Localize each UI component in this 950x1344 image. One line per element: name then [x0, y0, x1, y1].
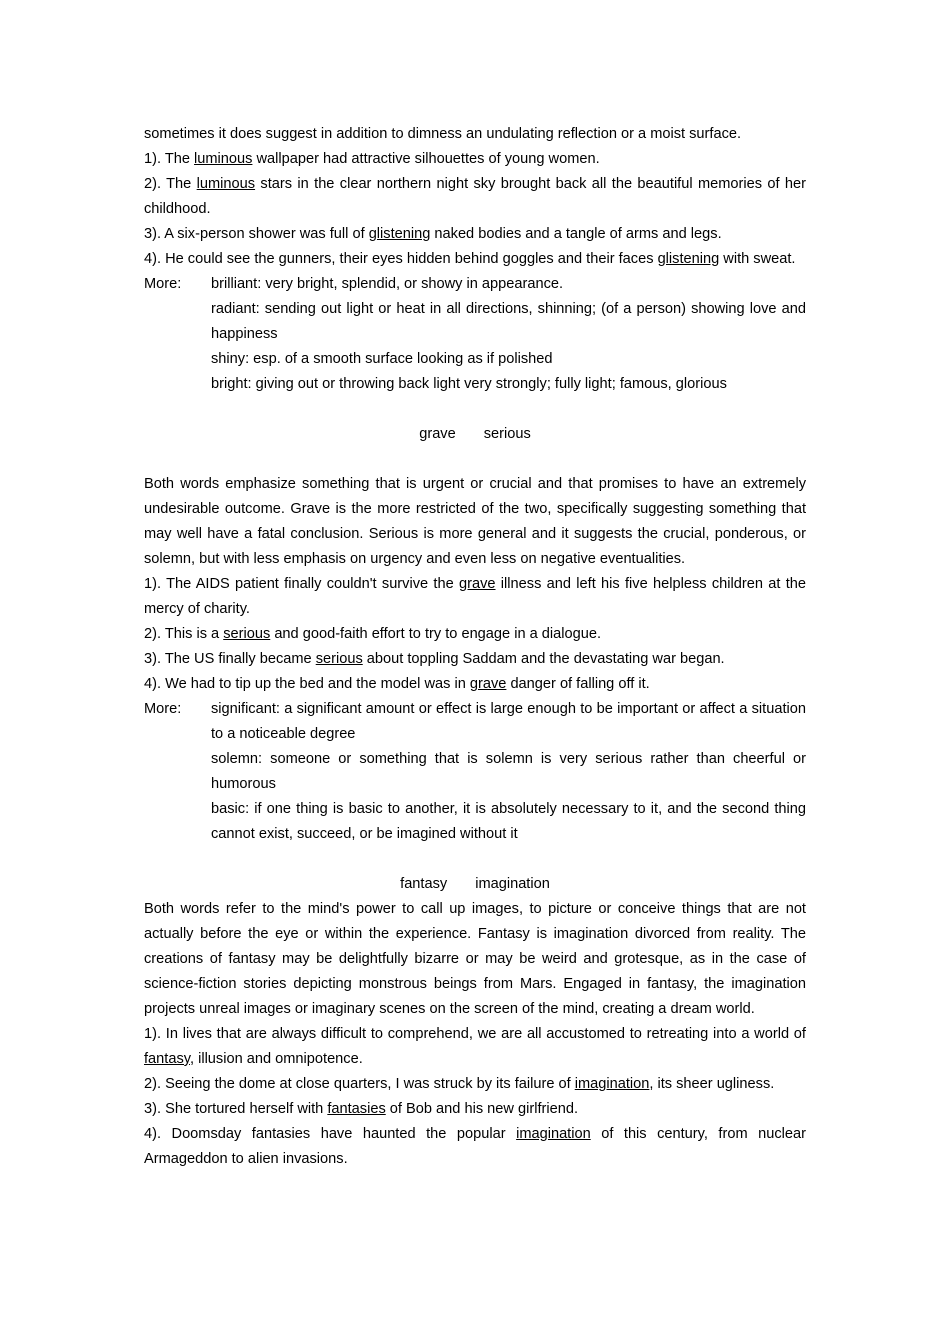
example-3: 3). The US finally became serious about toppling Saddam and the devastating war began. [144, 651, 725, 667]
more-block [144, 697, 806, 847]
underlined-term: grave [459, 576, 496, 592]
underlined-term: serious [223, 626, 271, 642]
example-3: 3). A six-person shower was full of glistening naked bodies and a tangle of arms and legs. [144, 226, 722, 242]
underlined-term: imagination [574, 1076, 650, 1092]
underlined-term: fantasies [327, 1101, 386, 1117]
document-page [144, 122, 806, 1172]
example-2: 2). Seeing the dome at close quarters, I was struck by its failure of imagination, its sheer ugliness. [144, 1076, 775, 1092]
underlined-term: luminous [196, 176, 256, 192]
underlined-term: glistening [368, 226, 431, 242]
example-1: 1). The luminous wallpaper had attractive silhouettes of young women. [144, 151, 600, 167]
section-intro: Both words emphasize something that is urgent or crucial and that promises to have an extremely undesirable outcome. Grave is the more restricted of the two, specifically suggesting something that may well have a fatal conclusion. Serious is more general and it suggests the crucial, ponderous, or solemn, but with less emphasis on urgency and even less on negative eventualities. [144, 476, 806, 567]
more-item: shiny: esp. of a smooth surface looking as if polished [211, 351, 553, 367]
example-4: 4). Doomsday fantasies have haunted the popular imagination of this century, from nuclear Armageddon to alien invasions. [144, 1126, 806, 1167]
section-title: grave serious [419, 426, 531, 442]
underlined-term: imagination [516, 1126, 591, 1142]
intro-tail: sometimes it does suggest in addition to dimness an undulating reflection or a moist surface. [144, 126, 742, 142]
example-4: 4). He could see the gunners, their eyes hidden behind goggles and their faces glistening with sweat. [144, 251, 796, 267]
more-label: More: [144, 701, 182, 717]
example-2: 2). This is a serious and good-faith effort to try to engage in a dialogue. [144, 626, 602, 642]
more-item: brilliant: very bright, splendid, or showy in appearance. [211, 276, 564, 292]
example-1: 1). In lives that are always difficult to comprehend, we are all accustomed to retreating into a world of fantasy, illusion and omnipotence. [144, 1026, 806, 1067]
underlined-term: serious [315, 651, 363, 667]
more-item: radiant: sending out light or heat in all directions, shinning; (of a person) showing love and happiness [211, 301, 806, 342]
underlined-term: glistening [657, 251, 720, 267]
underlined-term: fantasy [144, 1051, 190, 1067]
more-label: More: [144, 276, 182, 292]
more-block [144, 272, 806, 397]
underlined-term: grave [469, 676, 507, 692]
example-1: 1). The AIDS patient finally couldn't survive the grave illness and left his five helpless children at the mercy of charity. [144, 576, 806, 617]
example-4: 4). We had to tip up the bed and the model was in grave danger of falling off it. [144, 676, 650, 692]
more-item: significant: a significant amount or effect is large enough to be important or affect a situation to a noticeable degree [211, 701, 806, 742]
example-3: 3). She tortured herself with fantasies of Bob and his new girlfriend. [144, 1101, 579, 1117]
more-item: basic: if one thing is basic to another, it is absolutely necessary to it, and the second thing cannot exist, succeed, or be imagined without it [211, 801, 806, 842]
underlined-term: luminous [194, 151, 253, 167]
section-title: fantasy imagination [400, 876, 550, 892]
section-intro: Both words refer to the mind's power to call up images, to picture or conceive things that are not actually before the eye or within the experience. Fantasy is imagination divorced from reality. The creations of fantasy may be delightfully bizarre or may be weird and grotesque, as in the case of science-fiction stories depicting monstrous beings from Mars. Engaged in fantasy, the imagination projects unreal images or imaginary scenes on the screen of the mind, creating a dream world. [144, 901, 806, 1017]
example-2: 2). The luminous stars in the clear northern night sky brought back all the beautiful memories of her childhood. [144, 176, 807, 217]
more-item: bright: giving out or throwing back light very strongly; fully light; famous, glorious [211, 376, 727, 392]
more-item: solemn: someone or something that is solemn is very serious rather than cheerful or humorous [211, 751, 806, 792]
